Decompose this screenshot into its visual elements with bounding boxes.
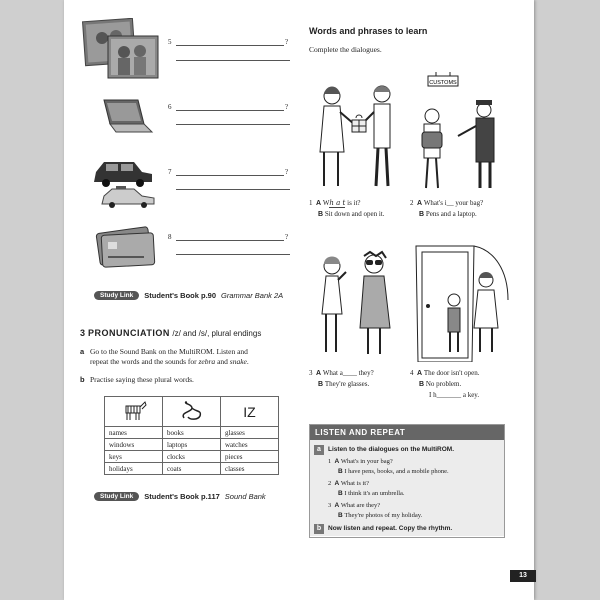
customs-scene-illustration <box>414 72 510 194</box>
workbook-page <box>64 0 534 600</box>
study-link-text: Student's Book p.117 <box>144 492 220 501</box>
vocab-number: 8 <box>168 233 172 241</box>
photos-image <box>82 18 160 80</box>
vocab-answer-line[interactable] <box>176 110 284 111</box>
listen-line: B They're photos of my holiday. <box>338 512 423 519</box>
iz-sound-header: IZ <box>221 397 279 427</box>
pronunciation-heading <box>80 328 261 338</box>
pronunciation-subtitle: /z/ and /s/, plural endings <box>172 329 262 338</box>
repeat-instruction: Now listen and repeat. Copy the rhythm. <box>328 525 453 532</box>
item-badge-b: b <box>314 524 324 534</box>
dialogue-4: 4 A The door isn't open. B No problem. I h_______ a key. <box>410 369 480 399</box>
study-link-ref: Sound Bank <box>224 492 266 501</box>
section-title: Words and phrases to learn <box>309 26 428 36</box>
instruction-text: Practise saying these plural words. <box>90 375 194 384</box>
credit-cards-image <box>94 224 158 268</box>
item-badge-a: a <box>314 445 324 455</box>
page-number: 13 <box>510 570 536 582</box>
listen-line: 2 A What is it? <box>328 480 369 487</box>
vocab-number: 7 <box>168 168 172 176</box>
vocab-answer-line[interactable] <box>176 189 290 190</box>
plural-words-table <box>104 396 279 475</box>
gift-scene-illustration <box>312 82 408 194</box>
dialogue-3: 3 A What a____ they? B They're glasses. <box>309 369 374 388</box>
vocab-answer-line[interactable] <box>176 60 290 61</box>
listen-and-repeat-heading: LISTEN AND REPEAT <box>310 425 504 440</box>
question-mark: ? <box>285 38 289 46</box>
study-link <box>94 492 266 501</box>
listen-line: 3 A What are they? <box>328 502 381 509</box>
pronunciation-title: PRONUNCIATION <box>88 328 170 338</box>
study-link <box>94 291 283 300</box>
table-row: keys clocks pieces <box>105 451 279 463</box>
instruction-line: Go to the Sound Bank on the MultiROM. Listen and <box>90 347 248 356</box>
laptop-image <box>96 98 156 138</box>
vocab-answer-line[interactable] <box>176 240 284 241</box>
study-link-text: Student's Book p.90 <box>144 291 217 300</box>
vocab-number: 5 <box>168 38 172 46</box>
snake-icon <box>163 397 221 427</box>
item-label: a <box>80 347 85 356</box>
item-label: b <box>80 375 85 384</box>
vocab-answer-line[interactable] <box>176 45 284 46</box>
listen-instruction: Listen to the dialogues on the MultiROM. <box>328 446 455 453</box>
zebra-icon <box>105 397 163 427</box>
dialogue-1: 1 A Wh a t is it? B Sit down and open it. <box>309 199 385 218</box>
study-link-badge: Study Link <box>94 492 139 501</box>
table-row: names books glasses <box>105 427 279 439</box>
section-instruction: Complete the dialogues. <box>309 45 382 54</box>
glasses-scene-illustration <box>312 250 402 362</box>
exercise-number: 3 <box>80 328 86 338</box>
vocab-answer-line[interactable] <box>176 254 290 255</box>
listen-line: 1 A What's in your bag? <box>328 458 393 465</box>
instruction-line-2: repeat the words and the sounds for zebra and snake. <box>90 357 249 366</box>
dialogue-2: 2 A What's i__ your bag? B Pens and a laptop. <box>410 199 484 218</box>
study-link-ref: Grammar Bank 2A <box>221 291 284 300</box>
table-row: holidays coats classes <box>105 463 279 475</box>
table-row: windows laptops watches <box>105 439 279 451</box>
listen-line: B I have pens, books, and a mobile phone. <box>338 468 449 475</box>
cars-image <box>90 152 166 208</box>
vocab-number: 6 <box>168 103 172 111</box>
question-mark: ? <box>285 103 289 111</box>
door-scene-illustration <box>414 240 510 362</box>
listen-line: B I think it's an umbrella. <box>338 490 405 497</box>
study-link-badge: Study Link <box>94 291 139 300</box>
listen-and-repeat-box <box>309 424 505 538</box>
customs-sign: CUSTOMS <box>429 80 457 86</box>
vocab-answer-line[interactable] <box>176 124 290 125</box>
question-mark: ? <box>285 233 289 241</box>
question-mark: ? <box>285 168 289 176</box>
vocab-answer-line[interactable] <box>176 175 284 176</box>
dialogue-4-line-3: I h_______ a key. <box>429 391 480 399</box>
